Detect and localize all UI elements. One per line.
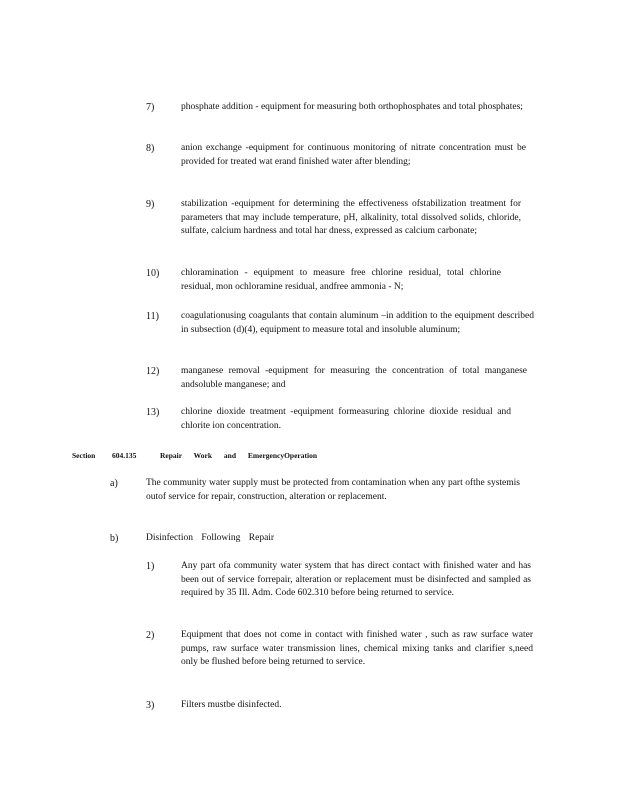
item-2-number: 2) — [146, 630, 155, 641]
item-9-text: stabilization -equipment for determining the effectiveness ofstabilization treatment for parameters that may include temperature, pH, alkalinity, total dissolved solids, chloride, sulfate, calcium hardness and total har dness, expressed as calcium carbonate; — [181, 199, 521, 237]
item-2-text: Equipment that does not come in contact with finished water , such as raw surface water pumps, raw surface water transmission lines, chemical mixing tanks and clarifier s,need only be flushed before being returned to service. — [181, 630, 533, 668]
item-11-number: 11) — [146, 311, 159, 322]
item-10-text: chloramination - equipment to measure free chlorine residual, total chlorine residual, mon ochloramine residual, andfree ammonia - N; — [181, 268, 501, 292]
subsection-a-text: The community water supply must be protected from contamination when any part ofthe systemis outof service for repair, construction, alteration or replacement. — [146, 478, 520, 502]
item-11-text: coagulationusing coagulants that contain aluminum –in addition to the equipment described in subsection (d)(4), equipment to measure total and insoluble aluminum; — [181, 311, 534, 335]
item-12-text: manganese removal -equipment for measuring the concentration of total manganese andsoluble manganese; and — [181, 366, 527, 390]
item-3-text: Filters mustbe disinfected. — [181, 700, 282, 710]
item-8-number: 8) — [146, 143, 155, 154]
item-1-number: 1) — [146, 561, 155, 572]
item-12-number: 12) — [146, 366, 160, 377]
subsection-b-text: Disinfection Following Repair — [146, 533, 275, 543]
subsection-a-letter: a) — [110, 478, 118, 489]
section-label: Section — [72, 451, 96, 460]
item-7-text: phosphate addition - equipment for measuring both orthophosphates and total phosphates; — [181, 102, 523, 112]
item-10-number: 10) — [146, 268, 160, 279]
section-number: 604.135 — [112, 451, 137, 460]
item-8-text: anion exchange -equipment for continuous monitoring of nitrate concentration must be provided for treated wat erand finished water after blending; — [181, 143, 526, 167]
item-3-number: 3) — [146, 700, 155, 711]
item-13-text: chlorine dioxide treatment -equipment formeasuring chlorine dioxide residual and chlorite ion concentration. — [181, 407, 511, 431]
subsection-b-letter: b) — [110, 533, 119, 544]
item-1-text: Any part ofa community water system that has direct contact with finished water and has been out of service forrepair, alteration or replacement must be disinfected and sampled as required by 35 Ill. Adm. Code 602.310 before being returned to service. — [181, 561, 531, 599]
item-13-number: 13) — [146, 407, 160, 418]
item-7-number: 7) — [146, 102, 155, 113]
section-title: Repair Work and EmergencyOperation — [160, 451, 318, 460]
item-9-number: 9) — [146, 199, 155, 210]
